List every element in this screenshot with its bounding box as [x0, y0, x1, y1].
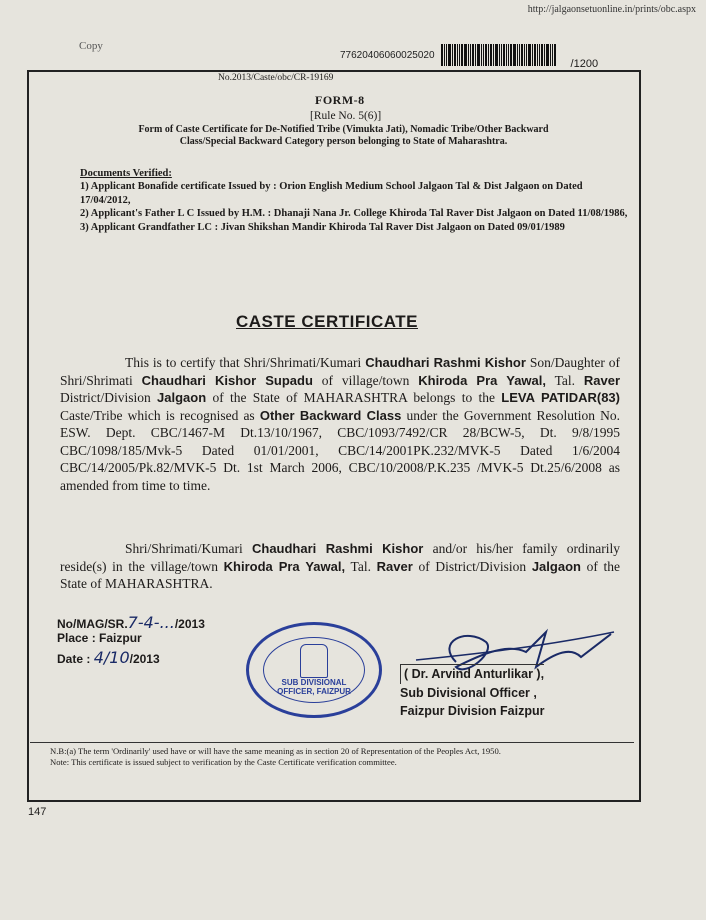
barcode-bar: [457, 44, 458, 66]
barcode-bar: [517, 44, 518, 66]
barcode-bar: [495, 44, 498, 66]
barcode-bar: [503, 44, 505, 66]
signatory-designation: Sub Divisional Officer ,: [400, 685, 537, 700]
village-name: Khiroda Pra Yawal,: [223, 558, 346, 574]
footnote-ordinarily: N.B:(a) The term 'Ordinarily' used have or will have the same meaning as in section 20 of Representation of the Peoples Act, 1950.: [50, 746, 501, 756]
text: District/Division: [60, 390, 151, 405]
barcode-graphic: [441, 44, 571, 66]
text: and/or his/her family ordinarily reside(s) in the village/town: [60, 541, 620, 574]
text: of the State of MAHARASHTRA.: [60, 558, 621, 591]
barcode-bar: [524, 44, 525, 66]
divider: [30, 742, 634, 743]
barcode-bar: [510, 44, 512, 66]
barcode-bar: [506, 44, 507, 66]
barcode-bar: [490, 44, 492, 66]
district-name: Jalgaon: [157, 390, 207, 405]
text: of the State of MAHARASHTRA belongs to the: [212, 390, 495, 405]
rule-number: [Rule No. 5(6)]: [310, 110, 382, 122]
barcode-bar: [554, 44, 556, 66]
text: under the Government Resolution No. ESW. Dept. CBC/1467-M Dt.13/10/1967, CBC/1093/7492/CR 28/BCW-5, Dt. 9/8/1995 CBC/1098/185/Mvk-5 Dated 01/01/2001, CBC/14/2001PK.232/MVK-5 Dated 1/6/2004 CBC/14/2005/Pk.82/MVK-5 Dt. 1st March 2006, CBC/10/2008/P.K.235 /MVK-5 Dt.25/6/2008 as amended from time to time.: [60, 407, 621, 493]
place: Place : Faizpur: [57, 631, 142, 645]
text: of District/Division: [418, 558, 527, 574]
source-url: http://jalgaonsetuonline.in/prints/obc.aspx: [527, 4, 696, 15]
date: [57, 648, 160, 667]
barcode-bar: [464, 44, 467, 66]
text: Tal.: [554, 372, 576, 388]
barcode-suffix: /1200: [570, 58, 599, 70]
taluka-name: Raver: [583, 372, 621, 388]
barcode-bar: [519, 44, 520, 66]
documents-verified-title: Documents Verified:: [80, 168, 172, 179]
taluka-name: Raver: [376, 558, 413, 574]
barcode-bar: [532, 44, 533, 66]
caste-name: LEVA PATIDAR(83): [501, 390, 620, 405]
signatory-office: Faizpur Division Faizpur: [400, 704, 545, 718]
barcode-bar: [539, 44, 540, 66]
barcode-bar: [444, 44, 445, 66]
parent-name: Chaudhari Kishor Supadu: [141, 372, 313, 388]
barcode-bar: [546, 44, 549, 66]
barcode-bar: [526, 44, 527, 66]
barcode-bar: [541, 44, 543, 66]
text: Son/Daughter of Shri/Shrimati: [60, 355, 621, 388]
text: This is to certify that Shri/Shrimati/Kumari: [125, 355, 362, 370]
applicant-name: Chaudhari Rashmi Kishor: [365, 355, 526, 370]
barcode-bar: [528, 44, 531, 66]
outward-label: No/MAG/SR.: [57, 617, 128, 631]
outward-number: [57, 613, 205, 632]
barcode-bar: [461, 44, 463, 66]
barcode-bar: [488, 44, 489, 66]
barcode-bar: [537, 44, 538, 66]
barcode-bar: [493, 44, 494, 66]
text: Caste/Tribe which is recognised as: [60, 407, 255, 423]
text: of village/town: [321, 372, 410, 388]
document-item: 3) Applicant Grandfather LC : Jivan Shikshan Mandir Khiroda Tal Raver Dist Jalgaon on Dated 09/01/1989: [80, 221, 565, 233]
page-number: 147: [28, 806, 47, 818]
certificate-number: No.2013/Caste/obc/CR-19169: [218, 73, 334, 83]
barcode-bar: [470, 44, 471, 66]
official-seal: [246, 622, 382, 718]
form-heading: [66, 124, 621, 148]
barcode-bar: [534, 44, 536, 66]
text: Tal.: [350, 558, 371, 574]
barcode-bar: [441, 44, 443, 66]
form-heading-line2: Class/Special Backward Category person belonging to State of Maharashtra.: [179, 136, 508, 147]
barcode-bar: [446, 44, 447, 66]
village-name: Khiroda Pra Yawal,: [418, 372, 546, 388]
outward-year: /2013: [174, 617, 205, 631]
signatory-name: ( Dr. Arvind Anturlikar ),: [400, 664, 544, 684]
outward-handwritten: 7-4-...: [127, 613, 175, 632]
certification-paragraph: [60, 354, 620, 494]
barcode-bar: [501, 44, 502, 66]
footnote-verification: Note: This certificate is issued subject to verification by the Caste Certificate verification committee.: [50, 757, 397, 767]
text: Shri/Shrimati/Kumari: [125, 541, 243, 556]
form-title: FORM-8: [315, 93, 365, 107]
barcode-bar: [544, 44, 545, 66]
documents-verified-list: [80, 180, 630, 234]
date-handwritten: 4/10: [93, 648, 130, 667]
barcode-bar: [454, 44, 456, 66]
seal-text: SUB DIVISIONAL OFFICER, FAIZPUR: [277, 678, 351, 696]
barcode-bar: [459, 44, 460, 66]
barcode-bar: [485, 44, 487, 66]
barcode-bar: [508, 44, 509, 66]
barcode-bar: [448, 44, 451, 66]
residence-paragraph: [60, 540, 620, 593]
barcode-bar: [475, 44, 476, 66]
copy-label: Copy: [79, 40, 103, 52]
barcode-bar: [468, 44, 469, 66]
barcode-bar: [477, 44, 480, 66]
footnotes: [50, 746, 630, 768]
form-heading-line1: Form of Caste Certificate for De-Notified Tribe (Vimukta Jati), Nomadic Tribe/Other Backward: [138, 124, 549, 135]
applicant-name: Chaudhari Rashmi Kishor: [251, 541, 424, 556]
document-item: 2) Applicant's Father L C Issued by H.M. : Dhanaji Nana Jr. College Khiroda Tal Raver Dist Jalgaon on Dated 11/08/1986,: [80, 208, 628, 219]
barcode-area: [340, 44, 598, 70]
barcode-number: 77620406060025020: [340, 50, 435, 61]
document-item: 1) Applicant Bonafide certificate Issued by : Orion English Medium School Jalgaon Tal & Dist Jalgaon on Dated 17/04/2012,: [80, 181, 583, 206]
barcode-bar: [513, 44, 516, 66]
date-label: Date :: [57, 652, 91, 666]
barcode-bar: [552, 44, 553, 66]
certificate-title: CASTE CERTIFICATE: [236, 312, 418, 331]
barcode-bar: [550, 44, 551, 66]
date-year: /2013: [129, 652, 160, 666]
barcode-bar: [521, 44, 523, 66]
emblem-icon: [300, 644, 328, 678]
barcode-bar: [483, 44, 484, 66]
barcode-bar: [452, 44, 453, 66]
barcode-bar: [481, 44, 482, 66]
seal-inner-ring: [263, 637, 365, 703]
district-name: Jalgaon: [531, 558, 581, 574]
barcode-bar: [499, 44, 500, 66]
category-name: Other Backward Class: [259, 407, 402, 423]
barcode-bar: [472, 44, 474, 66]
signatory-block: [400, 664, 544, 721]
